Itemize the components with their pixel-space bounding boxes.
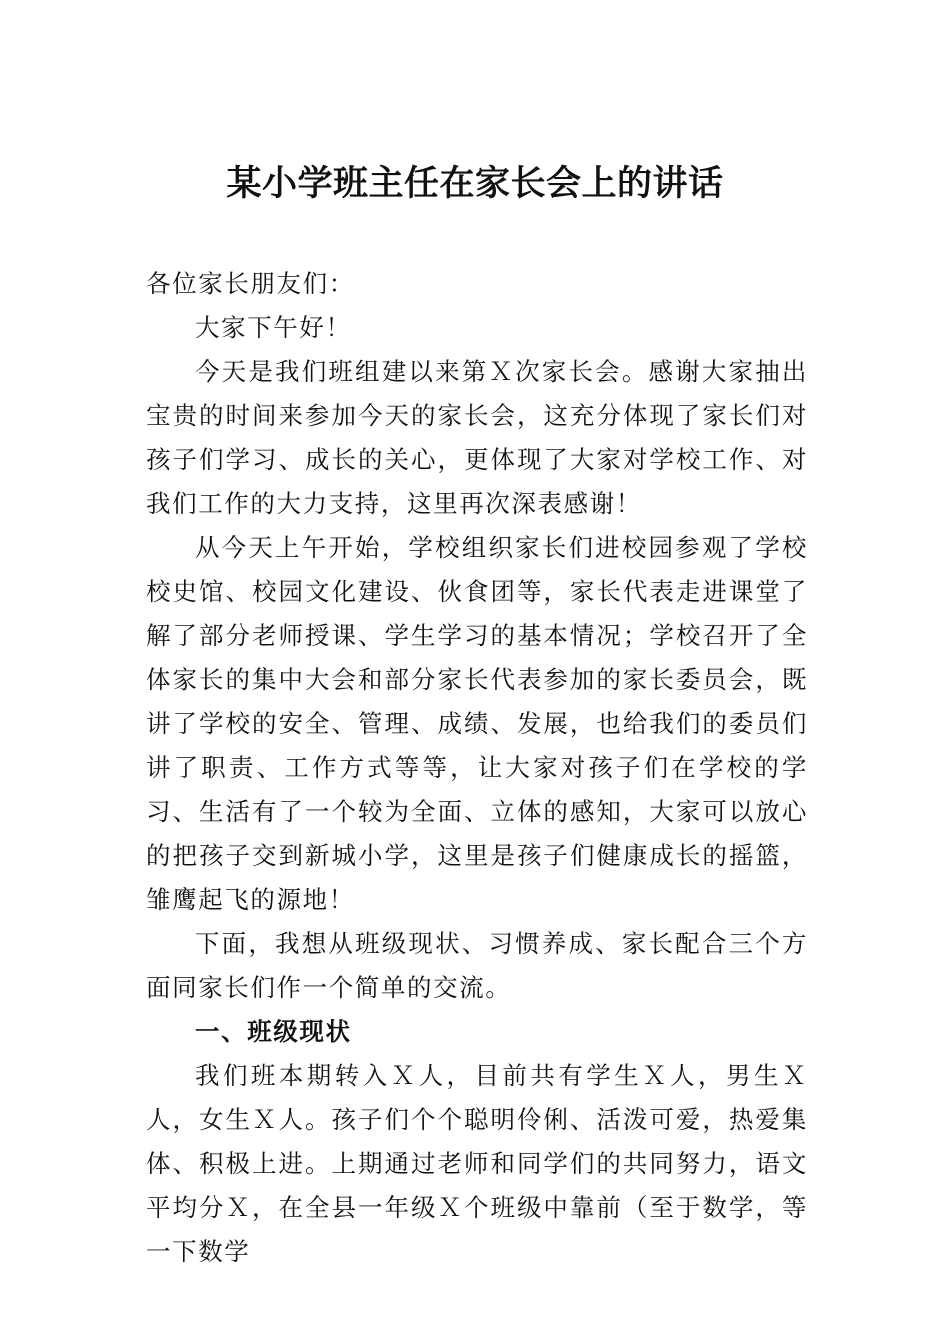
paragraph-class-status: 我们班本期转入Ｘ人，目前共有学生Ｘ人，男生Ｘ人，女生Ｘ人。孩子们个个聪明伶俐、活泼可爱，热爱集体、积极上进。上期通过老师和同学们的共同努力，语文平均分Ｘ，在全县一年级Ｘ个班级中靠前（至于数学，等一下数学 [146, 1061, 808, 1266]
greeting-paragraph: 大家下午好！ [195, 313, 352, 342]
paragraph-outline: 下面，我想从班级现状、习惯养成、家长配合三个方面同家长们作一个简单的交流。 [146, 929, 808, 1002]
paragraph-intro: 今天是我们班组建以来第Ｘ次家长会。感谢大家抽出宝贵的时间来参加今天的家长会，这充分体现了家长们对孩子们学习、成长的关心，更体现了大家对学校工作、对我们工作的大力支持，这里再次深表感谢！ [146, 357, 808, 518]
section-heading-class-status: 一、班级现状 [195, 1017, 352, 1046]
document-title: 某小学班主任在家长会上的讲话 [226, 163, 724, 204]
paragraph-school-visit: 从今天上午开始，学校组织家长们进校园参观了学校校史馆、校园文化建设、伙食团等，家长代表走进课堂了解了部分老师授课、学生学习的基本情况；学校召开了全体家长的集中大会和部分家长代表参加的家长委员会，既讲了学校的安全、管理、成绩、发展，也给我们的委员们讲了职责、工作方式等等，让大家对孩子们在学校的学习、生活有了一个较为全面、立体的感知，大家可以放心的把孩子交到新城小学，这里是孩子们健康成长的摇篮，雏鹰起飞的源地！ [146, 533, 808, 914]
salutation: 各位家长朋友们： [146, 269, 355, 298]
document-body [146, 262, 808, 1274]
